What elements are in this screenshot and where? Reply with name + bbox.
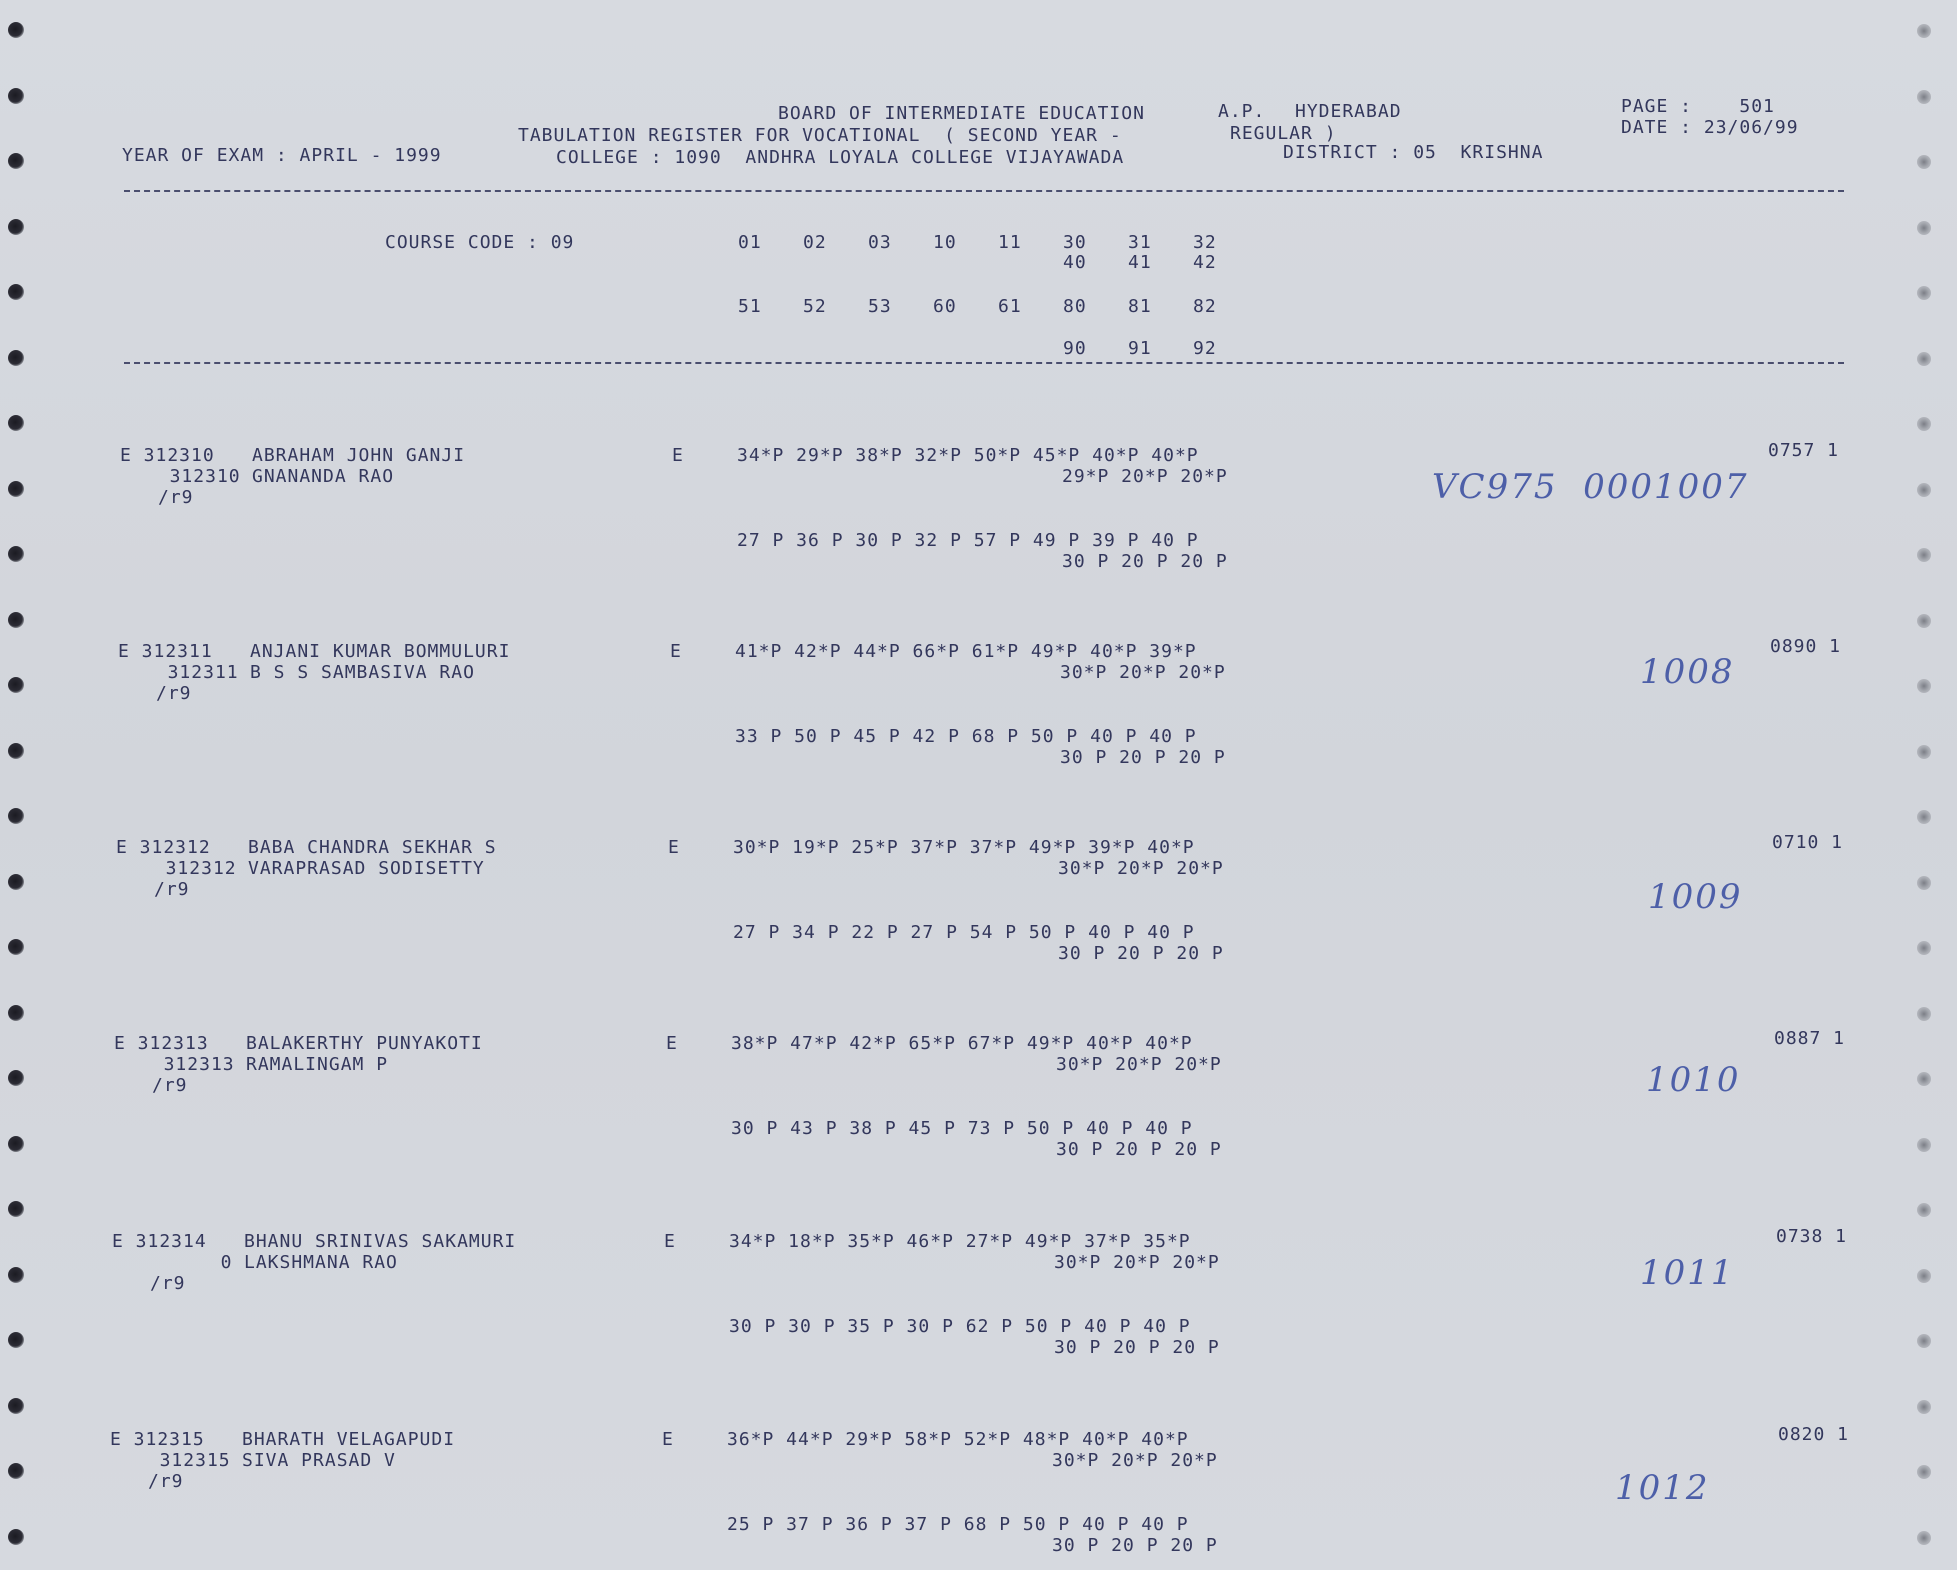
tractor-hole (8, 1070, 24, 1086)
right-tractor-holes (1917, 0, 1947, 1570)
year-of-exam: YEAR OF EXAM : APRIL - 1999 (122, 145, 442, 166)
handwritten-note: VC975 0001007 (1432, 467, 1749, 507)
subject-code: 10 (933, 232, 957, 253)
subject-code: 90 (1063, 338, 1087, 359)
tractor-hole (1917, 417, 1931, 431)
tractor-hole (1917, 1465, 1931, 1479)
tractor-hole (1917, 90, 1931, 104)
hall-ticket-number: E 312310 (120, 445, 215, 466)
total-marks: 0890 1 (1770, 636, 1842, 657)
handwritten-note: 1009 (1648, 877, 1743, 917)
medium: E (668, 837, 680, 858)
subject-code: 92 (1193, 338, 1217, 359)
marks-row: 33 P 50 P 45 P 42 P 68 P 50 P 40 P 40 P (735, 726, 1197, 747)
board-city: HYDERABAD (1295, 101, 1402, 122)
tractor-hole (8, 1398, 24, 1414)
tractor-hole (8, 1463, 24, 1479)
tractor-hole (8, 808, 24, 824)
subject-code: 32 (1193, 232, 1217, 253)
tractor-hole (1917, 745, 1931, 759)
marks-row: 30 P 20 P 20 P (1054, 1337, 1220, 1358)
student-name: BALAKERTHY PUNYAKOTI (246, 1033, 483, 1054)
hall-ticket-number: E 312315 (110, 1429, 205, 1450)
district-info: DISTRICT : 05 KRISHNA (1283, 142, 1544, 163)
roll-number: 312311 (167, 662, 239, 683)
tractor-hole (1917, 221, 1931, 235)
tractor-hole (1917, 1334, 1931, 1348)
tractor-hole (8, 88, 24, 104)
header-divider (124, 190, 1844, 192)
total-marks: 0887 1 (1774, 1028, 1846, 1049)
tractor-hole (1917, 1400, 1931, 1414)
board-state: A.P. (1218, 101, 1266, 122)
tractor-hole (8, 1136, 24, 1152)
roll-number: 312310 (169, 466, 241, 487)
roll-number: 312312 (165, 858, 237, 879)
college-info: COLLEGE : 1090 ANDHRA LOYALA COLLEGE VIJAYAWADA (556, 147, 1125, 168)
hall-ticket-number: E 312311 (118, 641, 213, 662)
medium: E (666, 1033, 678, 1054)
subject-code: 31 (1128, 232, 1152, 253)
roll-number: 312315 (159, 1450, 231, 1471)
marks-row: 30*P 20*P 20*P (1054, 1252, 1220, 1273)
handwritten-note: 1012 (1615, 1468, 1710, 1508)
total-marks: 0757 1 (1768, 440, 1840, 461)
tractor-hole (1917, 941, 1931, 955)
medium: E (662, 1429, 674, 1450)
marks-row: 30 P 30 P 35 P 30 P 62 P 50 P 40 P 40 P (729, 1316, 1191, 1337)
tractor-hole (8, 612, 24, 628)
parent-name: SIVA PRASAD V (242, 1450, 396, 1471)
page-number: PAGE : 501 (1621, 96, 1775, 117)
subject-code: 42 (1193, 252, 1217, 273)
subject-code: 03 (868, 232, 892, 253)
handwritten-note: 1011 (1640, 1253, 1735, 1293)
group-code: /r9 (148, 1471, 184, 1492)
subject-code: 11 (998, 232, 1022, 253)
subject-code: 91 (1128, 338, 1152, 359)
marks-row: 34*P 18*P 35*P 46*P 27*P 49*P 37*P 35*P (729, 1231, 1191, 1252)
tractor-hole (1917, 1138, 1931, 1152)
subject-code: 30 (1063, 232, 1087, 253)
tractor-hole (8, 22, 24, 38)
student-name: ABRAHAM JOHN GANJI (252, 445, 466, 466)
total-marks: 0710 1 (1772, 832, 1844, 853)
tractor-hole (1917, 1531, 1931, 1545)
board-title: BOARD OF INTERMEDIATE EDUCATION (778, 103, 1145, 124)
marks-row: 36*P 44*P 29*P 58*P 52*P 48*P 40*P 40*P (727, 1429, 1189, 1450)
tractor-hole (1917, 483, 1931, 497)
marks-row: 38*P 47*P 42*P 65*P 67*P 49*P 40*P 40*P (731, 1033, 1193, 1054)
subject-code: 80 (1063, 296, 1087, 317)
tractor-hole (1917, 614, 1931, 628)
tractor-hole (1917, 1269, 1931, 1283)
marks-row: 25 P 37 P 36 P 37 P 68 P 50 P 40 P 40 P (727, 1514, 1189, 1535)
subject-code: 51 (738, 296, 762, 317)
group-code: /r9 (158, 487, 194, 508)
marks-row: 41*P 42*P 44*P 66*P 61*P 49*P 40*P 39*P (735, 641, 1197, 662)
marks-row: 29*P 20*P 20*P (1062, 466, 1228, 487)
roll-number: 312313 (163, 1054, 235, 1075)
tractor-hole (8, 350, 24, 366)
marks-row: 30*P 20*P 20*P (1052, 1450, 1218, 1471)
tractor-hole (8, 415, 24, 431)
hall-ticket-number: E 312313 (114, 1033, 209, 1054)
tractor-hole (8, 1201, 24, 1217)
subject-code: 02 (803, 232, 827, 253)
tractor-hole (1917, 286, 1931, 300)
student-name: BABA CHANDRA SEKHAR S (248, 837, 497, 858)
subject-code: 81 (1128, 296, 1152, 317)
group-code: /r9 (152, 1075, 188, 1096)
tractor-hole (8, 1529, 24, 1545)
marks-row: 27 P 36 P 30 P 32 P 57 P 49 P 39 P 40 P (737, 530, 1199, 551)
marks-row: 30 P 20 P 20 P (1062, 551, 1228, 572)
tractor-hole (8, 1332, 24, 1348)
marks-row: 30*P 20*P 20*P (1060, 662, 1226, 683)
marks-row: 30 P 20 P 20 P (1056, 1139, 1222, 1160)
tractor-hole (8, 546, 24, 562)
tractor-hole (8, 219, 24, 235)
parent-name: GNANANDA RAO (252, 466, 395, 487)
tractor-hole (1917, 548, 1931, 562)
subject-code: 53 (868, 296, 892, 317)
register-type: REGULAR ) (1230, 123, 1337, 144)
marks-row: 27 P 34 P 22 P 27 P 54 P 50 P 40 P 40 P (733, 922, 1195, 943)
parent-name: B S S SAMBASIVA RAO (250, 662, 475, 683)
tractor-hole (1917, 1203, 1931, 1217)
hall-ticket-number: E 312312 (116, 837, 211, 858)
marks-row: 30*P 20*P 20*P (1056, 1054, 1222, 1075)
course-divider (124, 362, 1844, 364)
group-code: /r9 (156, 683, 192, 704)
tractor-hole (8, 939, 24, 955)
student-name: ANJANI KUMAR BOMMULURI (250, 641, 511, 662)
print-date: DATE : 23/06/99 (1621, 117, 1799, 138)
tractor-hole (8, 153, 24, 169)
subject-code: 40 (1063, 252, 1087, 273)
marks-row: 30*P 20*P 20*P (1058, 858, 1224, 879)
register-title: TABULATION REGISTER FOR VOCATIONAL ( SECOND YEAR - (518, 125, 1122, 146)
marks-row: 30 P 20 P 20 P (1058, 943, 1224, 964)
student-name: BHARATH VELAGAPUDI (242, 1429, 456, 1450)
subject-code: 52 (803, 296, 827, 317)
handwritten-note: 1010 (1646, 1060, 1741, 1100)
marks-row: 30 P 20 P 20 P (1060, 747, 1226, 768)
total-marks: 0820 1 (1778, 1424, 1850, 1445)
group-code: /r9 (154, 879, 190, 900)
handwritten-note: 1008 (1640, 652, 1735, 692)
parent-name: VARAPRASAD SODISETTY (248, 858, 485, 879)
subject-code: 61 (998, 296, 1022, 317)
tractor-hole (1917, 1072, 1931, 1086)
medium: E (672, 445, 684, 466)
marks-row: 30 P 43 P 38 P 45 P 73 P 50 P 40 P 40 P (731, 1118, 1193, 1139)
roll-number: 0 (220, 1252, 233, 1273)
tractor-hole (8, 1005, 24, 1021)
tractor-hole (8, 481, 24, 497)
parent-name: RAMALINGAM P (246, 1054, 389, 1075)
marks-row: 30 P 20 P 20 P (1052, 1535, 1218, 1556)
parent-name: LAKSHMANA RAO (244, 1252, 398, 1273)
tractor-hole (8, 677, 24, 693)
tractor-hole (1917, 352, 1931, 366)
tractor-hole (8, 743, 24, 759)
tractor-hole (1917, 24, 1931, 38)
medium: E (670, 641, 682, 662)
student-name: BHANU SRINIVAS SAKAMURI (244, 1231, 517, 1252)
tractor-hole (1917, 1007, 1931, 1021)
hall-ticket-number: E 312314 (112, 1231, 207, 1252)
tractor-hole (1917, 679, 1931, 693)
course-code: COURSE CODE : 09 (385, 232, 575, 253)
medium: E (664, 1231, 676, 1252)
tractor-hole (1917, 155, 1931, 169)
subject-code: 82 (1193, 296, 1217, 317)
subject-code: 41 (1128, 252, 1152, 273)
tractor-hole (1917, 876, 1931, 890)
group-code: /r9 (150, 1273, 186, 1294)
left-tractor-holes (8, 0, 38, 1570)
subject-code: 60 (933, 296, 957, 317)
marks-row: 34*P 29*P 38*P 32*P 50*P 45*P 40*P 40*P (737, 445, 1199, 466)
marks-row: 30*P 19*P 25*P 37*P 37*P 49*P 39*P 40*P (733, 837, 1195, 858)
tractor-hole (8, 284, 24, 300)
total-marks: 0738 1 (1776, 1226, 1848, 1247)
tractor-hole (8, 1267, 24, 1283)
tractor-hole (8, 874, 24, 890)
tractor-hole (1917, 810, 1931, 824)
subject-code: 01 (738, 232, 762, 253)
